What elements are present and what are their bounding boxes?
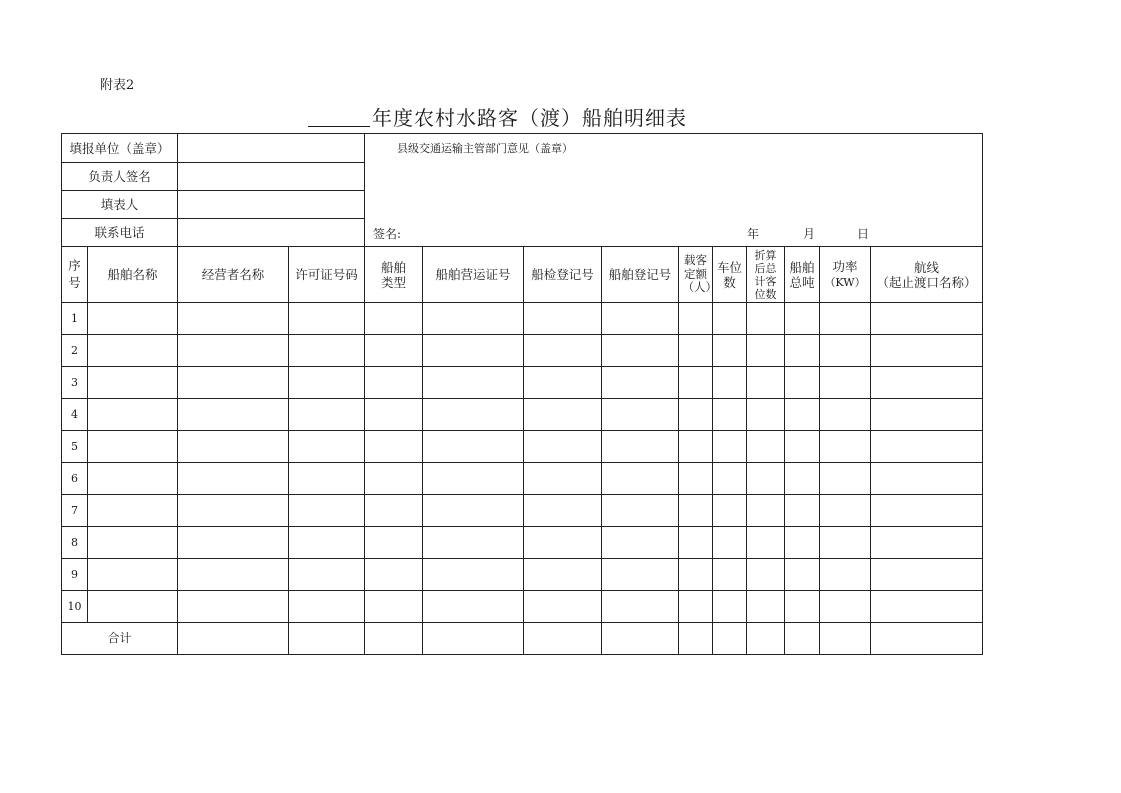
table-row <box>62 591 983 623</box>
table-row <box>62 463 983 495</box>
col-ship-type-header: 船舶类型 <box>365 247 423 303</box>
cell[interactable] <box>524 399 602 431</box>
cell[interactable] <box>423 623 524 655</box>
cell[interactable] <box>602 303 679 335</box>
cell[interactable] <box>871 367 983 399</box>
col-passenger-cap-header: 载客定额（人） <box>679 247 713 303</box>
row-number: 3 <box>62 367 88 399</box>
cell[interactable] <box>524 527 602 559</box>
cell[interactable] <box>178 559 289 591</box>
date-day-label: 日 <box>857 226 870 241</box>
cell[interactable] <box>88 367 178 399</box>
cell[interactable] <box>679 367 713 399</box>
cell[interactable] <box>820 367 871 399</box>
cell[interactable] <box>88 495 178 527</box>
row-number: 7 <box>62 495 88 527</box>
row-number: 10 <box>62 591 88 623</box>
row-number: 2 <box>62 335 88 367</box>
cell[interactable] <box>785 335 820 367</box>
cell[interactable] <box>178 527 289 559</box>
row-number: 6 <box>62 463 88 495</box>
cell[interactable] <box>524 591 602 623</box>
cell[interactable] <box>524 303 602 335</box>
cell[interactable] <box>785 495 820 527</box>
cell[interactable] <box>602 367 679 399</box>
cell[interactable] <box>602 495 679 527</box>
cell[interactable] <box>747 591 785 623</box>
phone-label: 联系电话 <box>62 219 178 247</box>
table-row <box>62 431 983 463</box>
cell[interactable] <box>871 527 983 559</box>
cell[interactable] <box>602 431 679 463</box>
cell[interactable] <box>178 623 289 655</box>
cell[interactable] <box>178 495 289 527</box>
row-number: 9 <box>62 559 88 591</box>
cell[interactable] <box>679 527 713 559</box>
cell[interactable] <box>713 431 747 463</box>
cell[interactable] <box>88 335 178 367</box>
cell[interactable] <box>524 335 602 367</box>
cell[interactable] <box>88 303 178 335</box>
cell[interactable] <box>871 623 983 655</box>
cell[interactable] <box>747 303 785 335</box>
route-note: （起止渡口名称） <box>876 274 977 290</box>
cell[interactable] <box>365 527 423 559</box>
cell[interactable] <box>524 431 602 463</box>
cell[interactable] <box>602 463 679 495</box>
cell[interactable] <box>88 591 178 623</box>
cell[interactable] <box>88 527 178 559</box>
cell[interactable] <box>365 463 423 495</box>
table-row <box>62 335 983 367</box>
cell[interactable] <box>871 335 983 367</box>
col-operator-header: 经营者名称 <box>178 247 289 303</box>
cell[interactable] <box>88 399 178 431</box>
total-row <box>62 623 983 655</box>
cell[interactable] <box>713 399 747 431</box>
cell[interactable] <box>524 623 602 655</box>
cell[interactable] <box>423 431 524 463</box>
cell[interactable] <box>820 623 871 655</box>
cell[interactable] <box>747 463 785 495</box>
col-license-header: 许可证号码 <box>289 247 365 303</box>
cell[interactable] <box>365 303 423 335</box>
filler-label: 填表人 <box>62 191 178 219</box>
cell[interactable] <box>820 399 871 431</box>
power-label: 功率 <box>832 259 858 275</box>
col-vehicle-slots-header: 车位数 <box>713 247 747 303</box>
cell[interactable] <box>785 367 820 399</box>
unit-label: 填报单位（盖章） <box>62 134 178 163</box>
cell[interactable] <box>289 399 365 431</box>
cell[interactable] <box>602 335 679 367</box>
cell[interactable] <box>785 303 820 335</box>
cell[interactable] <box>289 367 365 399</box>
cell[interactable] <box>713 559 747 591</box>
unit-input[interactable] <box>178 134 365 163</box>
col-ship-reg-header: 船舶登记号 <box>602 247 679 303</box>
cell[interactable] <box>820 495 871 527</box>
cell[interactable] <box>423 495 524 527</box>
ship-detail-table <box>61 133 983 655</box>
col-ship-name-header: 船舶名称 <box>88 247 178 303</box>
cell[interactable] <box>820 335 871 367</box>
cell[interactable] <box>423 335 524 367</box>
cell[interactable] <box>871 399 983 431</box>
cell[interactable] <box>423 367 524 399</box>
table-row <box>62 495 983 527</box>
form-title-text: 年度农村水路客（渡）船舶明细表 <box>372 106 687 130</box>
col-tonnage-header: 船舶总吨 <box>785 247 820 303</box>
col-converted-seats-header: 折算后总计客位数 <box>747 247 785 303</box>
cell[interactable] <box>423 463 524 495</box>
cell[interactable] <box>820 527 871 559</box>
cell[interactable] <box>365 431 423 463</box>
table-row <box>62 367 983 399</box>
year-blank[interactable] <box>308 108 370 127</box>
cell[interactable] <box>820 559 871 591</box>
row-number: 1 <box>62 303 88 335</box>
table-row <box>62 303 983 335</box>
cell[interactable] <box>602 591 679 623</box>
cell[interactable] <box>365 399 423 431</box>
cell[interactable] <box>785 463 820 495</box>
cell[interactable] <box>785 623 820 655</box>
filler-input[interactable] <box>178 191 365 219</box>
cell[interactable] <box>423 399 524 431</box>
row-number: 8 <box>62 527 88 559</box>
cell[interactable] <box>524 495 602 527</box>
cell[interactable] <box>713 367 747 399</box>
cell[interactable] <box>747 431 785 463</box>
opinion-heading: 县级交通运输主管部门意见（盖章） <box>397 142 574 155</box>
cell[interactable] <box>679 463 713 495</box>
cell[interactable] <box>871 431 983 463</box>
cell[interactable] <box>178 367 289 399</box>
cell[interactable] <box>820 463 871 495</box>
total-label: 合计 <box>62 623 178 655</box>
cell[interactable] <box>289 591 365 623</box>
cell[interactable] <box>289 335 365 367</box>
row-number: 5 <box>62 431 88 463</box>
cell[interactable] <box>365 591 423 623</box>
cell[interactable] <box>289 463 365 495</box>
cell[interactable] <box>365 495 423 527</box>
cell[interactable] <box>871 495 983 527</box>
col-seq-header: 序号 <box>62 247 88 303</box>
cell[interactable] <box>524 463 602 495</box>
table-row <box>62 527 983 559</box>
cell[interactable] <box>178 399 289 431</box>
cell[interactable] <box>289 495 365 527</box>
cell[interactable] <box>747 559 785 591</box>
cell[interactable] <box>679 623 713 655</box>
cell[interactable] <box>820 303 871 335</box>
row-number: 4 <box>62 399 88 431</box>
cell[interactable] <box>747 495 785 527</box>
cell[interactable] <box>785 559 820 591</box>
date-year-label: 年 <box>747 226 760 241</box>
cell[interactable] <box>423 591 524 623</box>
cell[interactable] <box>88 463 178 495</box>
cell[interactable] <box>871 303 983 335</box>
cell[interactable] <box>679 335 713 367</box>
leader-input[interactable] <box>178 163 365 191</box>
phone-input[interactable] <box>178 219 365 247</box>
cell[interactable] <box>679 431 713 463</box>
cell[interactable] <box>713 591 747 623</box>
cell[interactable] <box>747 399 785 431</box>
cell[interactable] <box>289 431 365 463</box>
col-power-header <box>820 247 871 303</box>
cell[interactable] <box>423 527 524 559</box>
cell[interactable] <box>679 399 713 431</box>
cell[interactable] <box>365 335 423 367</box>
cell[interactable] <box>602 399 679 431</box>
cell[interactable] <box>178 303 289 335</box>
cell[interactable] <box>713 495 747 527</box>
cell[interactable] <box>602 623 679 655</box>
cell[interactable] <box>178 431 289 463</box>
cell[interactable] <box>524 367 602 399</box>
cell[interactable] <box>679 559 713 591</box>
opinion-sign-label: 签名: <box>373 226 402 241</box>
cell[interactable] <box>289 559 365 591</box>
cell[interactable] <box>871 559 983 591</box>
cell[interactable] <box>785 399 820 431</box>
form-title <box>308 102 687 131</box>
cell[interactable] <box>423 559 524 591</box>
cell[interactable] <box>423 303 524 335</box>
cell[interactable] <box>289 623 365 655</box>
route-label: 航线 <box>914 259 940 275</box>
cell[interactable] <box>88 431 178 463</box>
cell[interactable] <box>713 335 747 367</box>
cell[interactable] <box>679 591 713 623</box>
power-unit: （KW） <box>824 276 866 290</box>
col-transport-cert-header: 船舶营运证号 <box>423 247 524 303</box>
cell[interactable] <box>820 431 871 463</box>
county-opinion-box[interactable] <box>365 134 983 247</box>
cell[interactable] <box>178 335 289 367</box>
leader-label: 负责人签名 <box>62 163 178 191</box>
cell[interactable] <box>713 463 747 495</box>
cell[interactable] <box>871 591 983 623</box>
col-route-header <box>871 247 983 303</box>
table-row <box>62 399 983 431</box>
cell[interactable] <box>747 623 785 655</box>
cell[interactable] <box>713 303 747 335</box>
date-month-label: 月 <box>803 226 816 241</box>
cell[interactable] <box>747 335 785 367</box>
cell[interactable] <box>365 559 423 591</box>
cell[interactable] <box>679 303 713 335</box>
cell[interactable] <box>602 559 679 591</box>
cell[interactable] <box>747 367 785 399</box>
cell[interactable] <box>679 495 713 527</box>
cell[interactable] <box>88 559 178 591</box>
cell[interactable] <box>178 463 289 495</box>
cell[interactable] <box>747 527 785 559</box>
cell[interactable] <box>785 527 820 559</box>
cell[interactable] <box>713 623 747 655</box>
cell[interactable] <box>178 591 289 623</box>
cell[interactable] <box>871 463 983 495</box>
cell[interactable] <box>524 559 602 591</box>
cell[interactable] <box>289 527 365 559</box>
table-row <box>62 559 983 591</box>
col-inspection-reg-header: 船检登记号 <box>524 247 602 303</box>
cell[interactable] <box>289 303 365 335</box>
cell[interactable] <box>785 591 820 623</box>
cell[interactable] <box>365 623 423 655</box>
cell[interactable] <box>785 431 820 463</box>
cell[interactable] <box>365 367 423 399</box>
cell[interactable] <box>713 527 747 559</box>
cell[interactable] <box>602 527 679 559</box>
annex-label: 附表2 <box>100 78 135 93</box>
cell[interactable] <box>820 591 871 623</box>
